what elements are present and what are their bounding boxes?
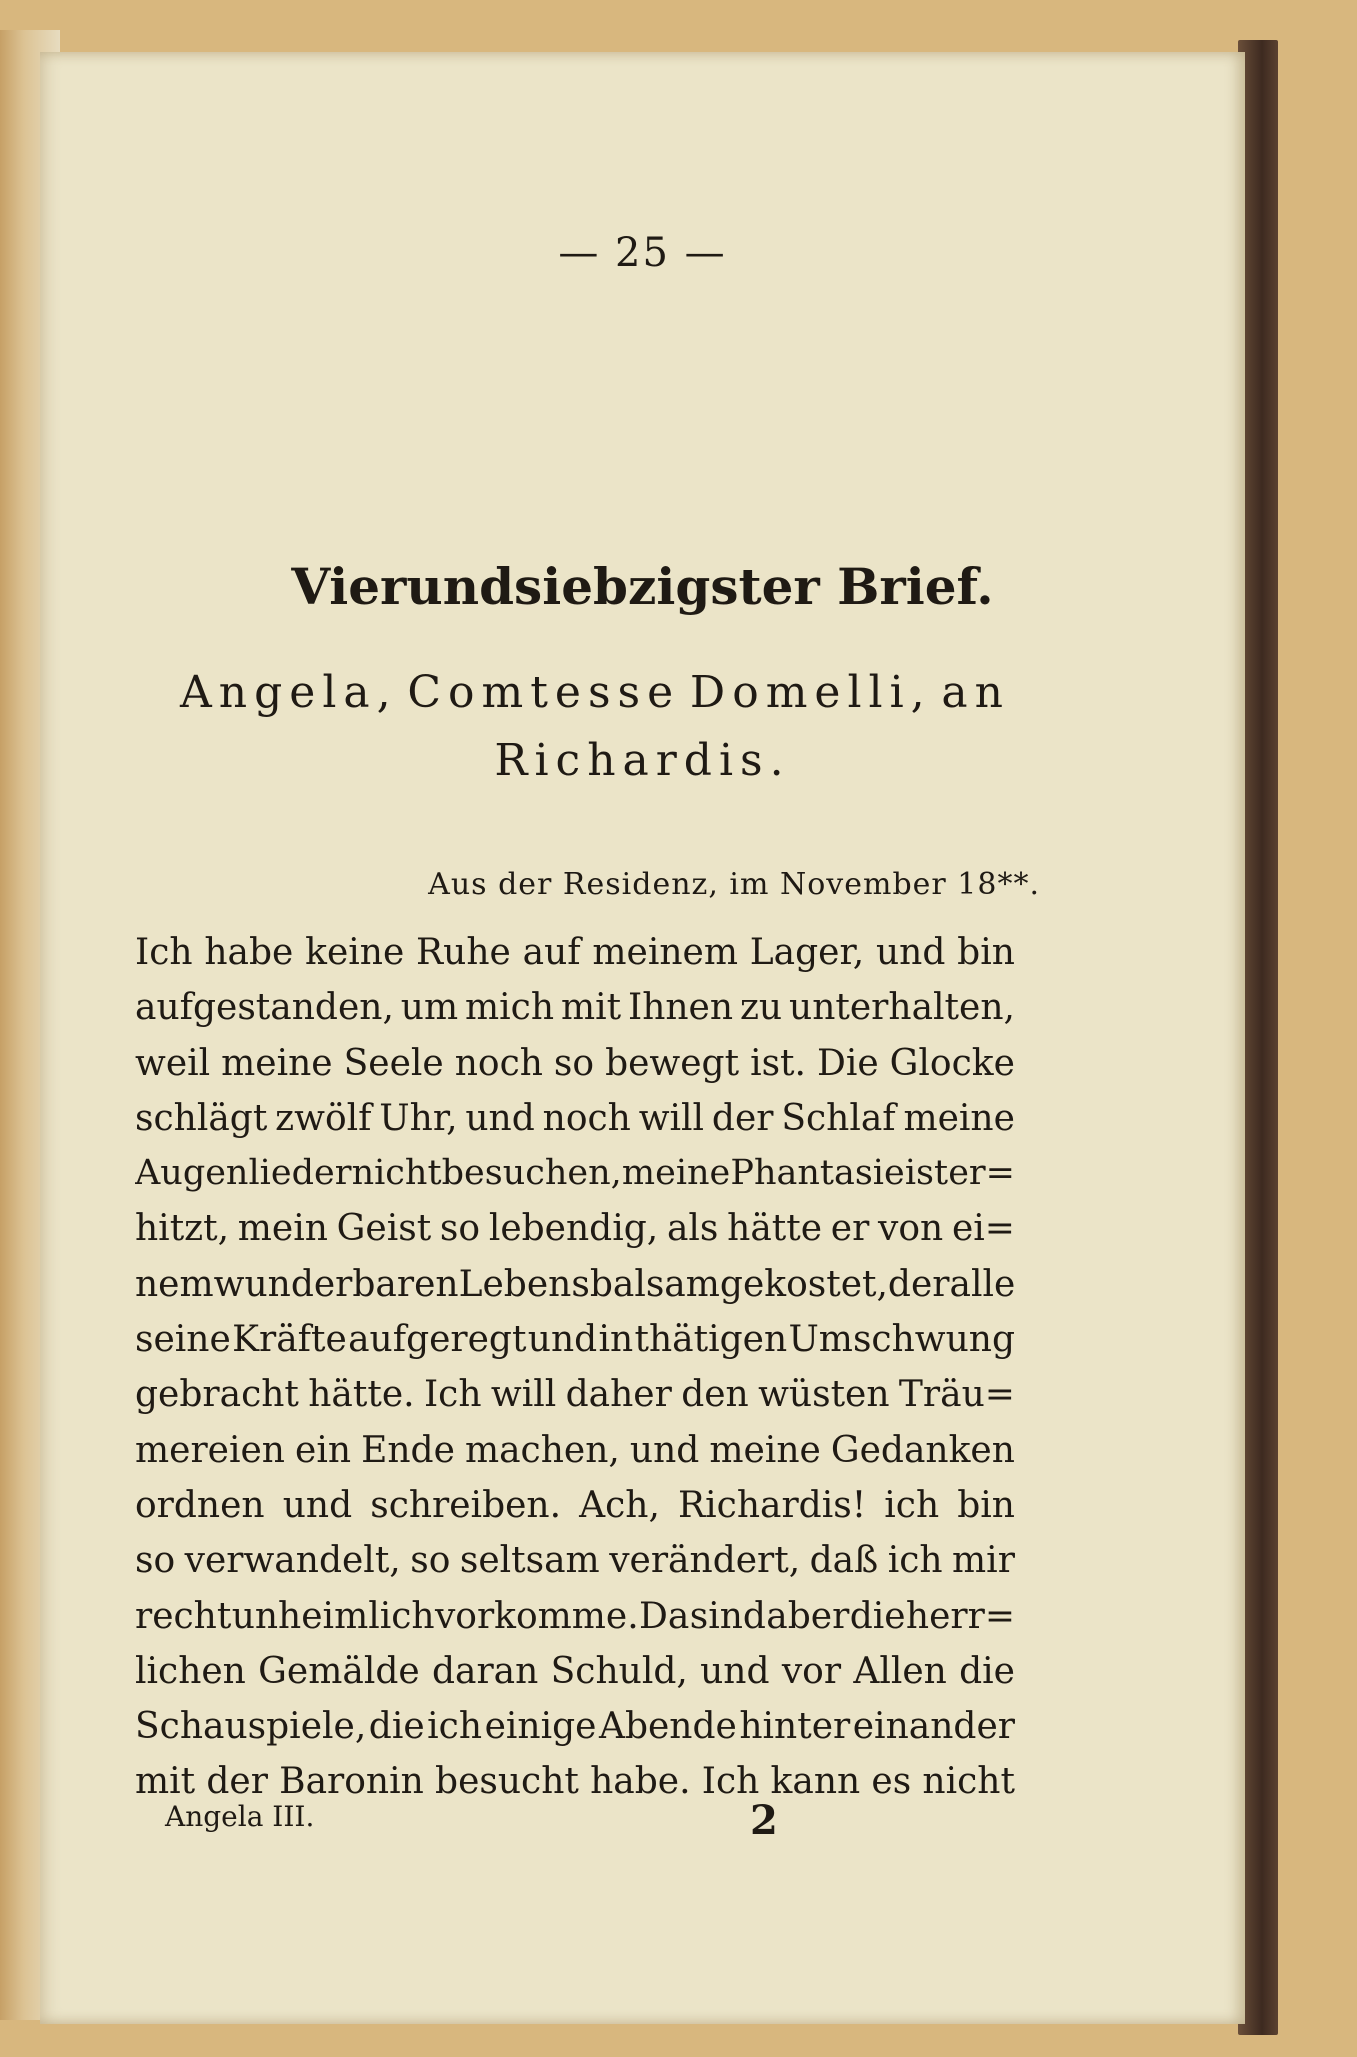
body-line bbox=[135, 1319, 1015, 1374]
body-word: auf bbox=[522, 932, 581, 973]
body-word: Geist bbox=[336, 1208, 432, 1250]
body-word: ist. bbox=[750, 1042, 806, 1084]
body-word: will bbox=[638, 1097, 705, 1139]
body-word: meine bbox=[709, 1429, 821, 1471]
body-word: Ruhe bbox=[416, 932, 511, 973]
body-word: die bbox=[959, 1650, 1015, 1692]
body-word: hinter bbox=[739, 1706, 851, 1748]
body-word: nem bbox=[135, 1263, 214, 1305]
body-word: mein bbox=[237, 1208, 328, 1250]
salutation-word: an bbox=[941, 667, 1010, 718]
body-word: mir bbox=[952, 1540, 1015, 1582]
body-line bbox=[135, 932, 1015, 987]
body-word: ist bbox=[904, 1153, 949, 1194]
body-word: mereien bbox=[135, 1429, 285, 1471]
body-word: ei= bbox=[951, 1208, 1015, 1250]
body-word: lichen bbox=[135, 1650, 246, 1692]
body-word: aber bbox=[766, 1595, 850, 1637]
body-word: herr= bbox=[905, 1595, 1015, 1637]
dateline: Aus der Residenz, im November 18**. bbox=[428, 867, 1040, 902]
body-word: Umschwung bbox=[788, 1319, 1015, 1361]
body-word: er= bbox=[948, 1153, 1015, 1194]
body-word: Ihnen bbox=[627, 987, 734, 1029]
body-word: ich bbox=[887, 1540, 943, 1582]
body-word: so bbox=[553, 1042, 595, 1084]
body-word: alle bbox=[949, 1263, 1015, 1305]
body-word: Seele bbox=[343, 1042, 444, 1084]
body-word: Ende bbox=[361, 1429, 455, 1471]
body-word: gebracht bbox=[135, 1374, 299, 1416]
body-word: meine bbox=[903, 1097, 1015, 1139]
body-word: nicht bbox=[922, 1761, 1015, 1803]
body-word: Kräfte bbox=[232, 1319, 347, 1361]
page-sheet bbox=[40, 52, 1245, 2024]
body-word: seine bbox=[135, 1319, 231, 1361]
body-word: mit bbox=[135, 1761, 196, 1803]
salutation-word: Domelli, bbox=[689, 667, 932, 718]
body-word: habe bbox=[204, 932, 294, 973]
body-line bbox=[135, 1208, 1015, 1263]
body-line bbox=[135, 987, 1015, 1042]
body-word: Ich bbox=[423, 1374, 482, 1416]
body-word: vorkomme. bbox=[434, 1595, 639, 1637]
body-line bbox=[135, 1153, 1015, 1208]
body-word: mich bbox=[465, 987, 555, 1029]
body-word: hätte. bbox=[308, 1374, 415, 1416]
body-word: in bbox=[598, 1319, 634, 1361]
body-word: so bbox=[135, 1540, 176, 1582]
body-word: Da bbox=[639, 1595, 690, 1637]
body-word: meine bbox=[221, 1042, 333, 1084]
body-word: thätigen bbox=[634, 1319, 788, 1361]
body-word: Ich bbox=[701, 1761, 760, 1803]
body-word: gekostet, bbox=[719, 1263, 888, 1305]
body-word: die bbox=[368, 1706, 425, 1748]
body-line bbox=[135, 1043, 1015, 1098]
body-word: Lager, bbox=[749, 932, 865, 973]
body-word: besuchen, bbox=[441, 1153, 622, 1194]
body-word: noch bbox=[542, 1097, 631, 1139]
body-word: und bbox=[527, 1319, 598, 1361]
body-word: besucht bbox=[435, 1761, 579, 1803]
body-word: er bbox=[830, 1208, 870, 1250]
body-word: von bbox=[878, 1208, 944, 1250]
body-word: so bbox=[439, 1208, 481, 1250]
body-word: Baronin bbox=[279, 1761, 424, 1803]
body-word: ich bbox=[427, 1706, 483, 1748]
body-word: und bbox=[282, 1484, 353, 1526]
body-word: zwölf bbox=[275, 1097, 372, 1139]
body-word: meine bbox=[621, 1153, 731, 1194]
body-word: und bbox=[629, 1429, 700, 1471]
body-word: der bbox=[206, 1761, 268, 1803]
body-word: schlägt bbox=[135, 1097, 268, 1139]
body-word: daß bbox=[809, 1540, 879, 1582]
body-word: die bbox=[849, 1595, 906, 1637]
body-word: so bbox=[410, 1540, 451, 1582]
body-word: wunderbaren bbox=[213, 1263, 459, 1305]
body-line bbox=[135, 1540, 1015, 1595]
body-word: nicht bbox=[351, 1153, 442, 1194]
body-word: Glocke bbox=[889, 1042, 1015, 1084]
body-line bbox=[135, 1706, 1015, 1761]
salutation-line-1 bbox=[180, 667, 1010, 718]
body-word: aufgeregt bbox=[348, 1319, 527, 1361]
body-line bbox=[135, 1374, 1015, 1429]
footer-signature-mark: 2 bbox=[750, 1797, 778, 1844]
body-word: Phantasie bbox=[730, 1153, 905, 1194]
body-word: Gemälde bbox=[258, 1650, 420, 1692]
body-word: Ach, bbox=[579, 1484, 660, 1526]
salutation-word: Angela, bbox=[180, 667, 398, 718]
body-word: ordnen bbox=[135, 1484, 265, 1526]
body-word: bin bbox=[957, 932, 1015, 973]
body-word: Ich bbox=[135, 932, 193, 973]
body-word: zu bbox=[739, 987, 783, 1029]
body-word: hätte bbox=[727, 1208, 823, 1250]
body-word: sind bbox=[689, 1595, 766, 1637]
body-word: und bbox=[875, 932, 946, 973]
body-word: seltsam bbox=[459, 1540, 600, 1582]
body-word: und bbox=[700, 1650, 770, 1692]
body-word: schreiben. bbox=[370, 1484, 562, 1526]
salutation-line-2: Richardis. bbox=[494, 735, 791, 786]
body-word: verwandelt, bbox=[184, 1540, 401, 1582]
body-word: daher bbox=[565, 1374, 672, 1416]
body-word: habe. bbox=[590, 1761, 691, 1803]
body-word: Abende bbox=[598, 1706, 737, 1748]
body-word: vor bbox=[781, 1650, 842, 1692]
body-word: Schuld, bbox=[550, 1650, 688, 1692]
body-word: unterhalten, bbox=[789, 987, 1015, 1029]
body-word: weil bbox=[135, 1042, 211, 1084]
footer-volume-label: Angela III. bbox=[165, 1800, 315, 1833]
body-line bbox=[135, 1651, 1015, 1706]
body-word: ich bbox=[884, 1484, 940, 1526]
body-word: noch bbox=[454, 1042, 543, 1084]
body-word: recht bbox=[135, 1595, 232, 1637]
body-word: als bbox=[666, 1208, 719, 1250]
body-line bbox=[135, 1430, 1015, 1485]
body-line bbox=[135, 1264, 1015, 1319]
body-word: kann bbox=[770, 1761, 861, 1803]
body-line bbox=[135, 1596, 1015, 1651]
body-word: der bbox=[711, 1097, 774, 1139]
body-word: verändert, bbox=[609, 1540, 801, 1582]
body-word: machen, bbox=[464, 1429, 620, 1471]
body-word: Augenlieder bbox=[135, 1153, 352, 1194]
body-word: keine bbox=[305, 932, 405, 973]
body-word: bin bbox=[957, 1484, 1015, 1526]
body-word: um bbox=[400, 987, 459, 1029]
body-word: einige bbox=[484, 1706, 597, 1748]
body-word: Allen bbox=[853, 1650, 947, 1692]
body-word: hitzt, bbox=[135, 1208, 230, 1250]
body-word: mit bbox=[560, 987, 622, 1029]
body-word: will bbox=[490, 1374, 557, 1416]
body-word: lebendig, bbox=[488, 1208, 659, 1250]
body-word: bewegt bbox=[605, 1042, 740, 1084]
body-word: wüsten bbox=[758, 1374, 890, 1416]
body-word: Schauspiele, bbox=[135, 1706, 367, 1748]
body-word: Gedanken bbox=[830, 1429, 1015, 1471]
body-line bbox=[135, 1485, 1015, 1540]
salutation-word: Comtesse bbox=[407, 667, 681, 718]
body-line bbox=[135, 1098, 1015, 1153]
body-word: unheimlich bbox=[231, 1595, 435, 1637]
body-word: ein bbox=[295, 1429, 352, 1471]
body-word: den bbox=[681, 1374, 749, 1416]
body-word: Schlaf bbox=[781, 1097, 896, 1139]
body-word: meinem bbox=[592, 932, 738, 973]
page-number: — 25 — bbox=[558, 230, 727, 276]
body-word: der bbox=[887, 1263, 950, 1305]
body-word: Die bbox=[816, 1042, 879, 1084]
body-word: aufgestanden, bbox=[135, 987, 394, 1029]
body-word: Lebensbalsam bbox=[458, 1263, 720, 1305]
letter-heading: Vierundsiebzigster Brief. bbox=[291, 557, 994, 616]
body-word: und bbox=[465, 1097, 535, 1139]
letter-body bbox=[135, 932, 1015, 1817]
body-word: einander bbox=[852, 1706, 1015, 1748]
body-word: Uhr, bbox=[379, 1097, 458, 1139]
body-word: Träu= bbox=[898, 1374, 1015, 1416]
body-word: es bbox=[871, 1761, 912, 1803]
body-word: Richardis! bbox=[678, 1484, 867, 1526]
body-word: daran bbox=[431, 1650, 539, 1692]
